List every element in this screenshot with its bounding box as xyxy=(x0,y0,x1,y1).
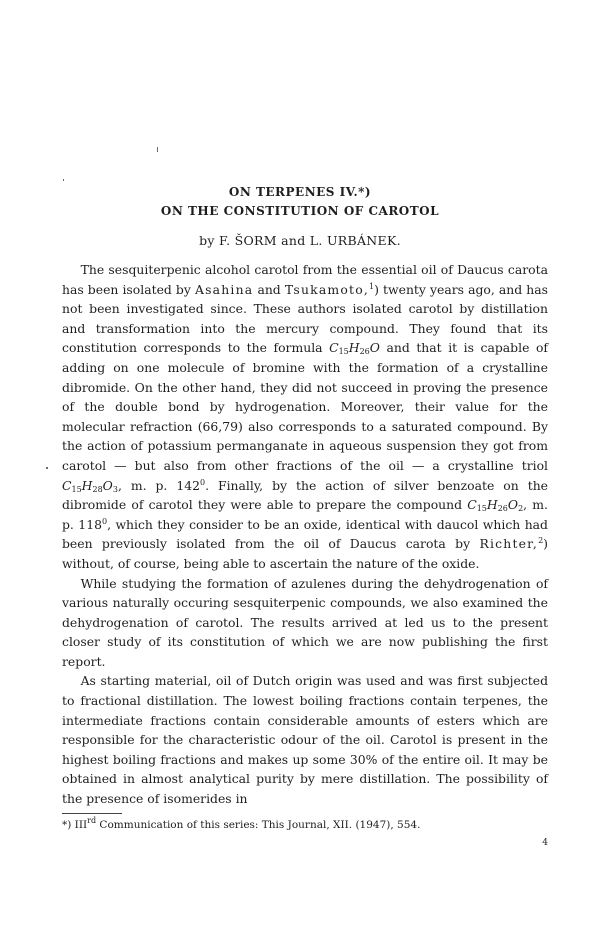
author-byline: by F. ŠORM and L. URBÁNEK. xyxy=(199,233,401,248)
ink-speck xyxy=(46,467,48,469)
paragraph-1: The sesquiterpenic alcohol carotol from the essential oil of Daucus carota has been isolated by Asahina and Tsukamoto,$^1$) twenty years ago, and has not been investigated since. These authors isolated carotol by distillation and transformation into the mercury compound. They found that its constitution corresponds to the formula $C_{15}H_{26}O$ and that it is capable of adding on one molecule of bromine with the formation of a crystalline dibromide. On the other hand, they did not succeed in proving the presence of the double bond by hydrogenation. Moreover, their value for the molecular refraction (66,79) also corresponds to a saturated compound. By the action of potassium permanganate in aqueous suspension they got from carotol — but also from other fractions of the oil — a crystalline triol $C_{15}H_{28}O_3$, m. p. $142^0$. Finally, by the action of silver benzoate on the dibromide of carotol they were able to prepare the compound $C_{15}H_{26}O_2$, m. p. $118^0$, which they consider to be an oxide, identical with daucol which had been previously isolated from the oil of Daucus carota by Richter,$^2$) without, of course, being able to ascertain the nature of the oxide. xyxy=(62,262,549,571)
footnote: *) IIIrd Communication of this series: This Journal, XII. (1947), 554. xyxy=(62,816,421,831)
paragraph-2: While studying the formation of azulenes during the dehydrogenation of various naturally occuring sesquiterpenic compounds, we also examined the dehydrogenation of carotol. The results arrived at led us to the present closer study of its constitution of which we are now publishing the first report. xyxy=(62,575,548,669)
chemical-formula: $C_{15}H_{26}O$ xyxy=(329,340,380,357)
author-name-tsukamoto: Tsukamoto, xyxy=(284,281,370,297)
paragraph-3: As starting material, oil of Dutch origin was used and was first subjected to fractional distillation. The lowest boiling fractions contain terpenes, the intermediate fractions contain considerable amounts of esters which are responsible for the characteristic odour of the oil. Carotol is present in the highest boiling fractions and makes up some 30% of the entire oil. It may be obtained in almost analytical purity by mere distillation. The possibility of the presence of isomerides in xyxy=(62,673,548,807)
degree-marker: 0 xyxy=(199,477,206,487)
footnote-divider xyxy=(62,813,122,814)
author-name-richter: Richter, xyxy=(479,536,539,552)
degree-marker: 0 xyxy=(101,516,108,526)
author-name-asahina: Asahina xyxy=(194,281,254,297)
chemical-formula: $C_{15}H_{28}O_3$ xyxy=(62,477,118,494)
page-number: 4 xyxy=(542,838,548,848)
ink-speck xyxy=(63,179,64,181)
reference-marker: 1 xyxy=(369,281,375,291)
reference-marker: 2 xyxy=(538,536,544,546)
article-title-line-2: ON THE CONSTITUTION OF CAROTOL xyxy=(160,204,440,218)
article-title-line-1: ON TERPENES IV.*) xyxy=(228,185,372,199)
ink-speck xyxy=(157,147,158,152)
chemical-formula: $C_{15}H_{26}O_2$ xyxy=(467,497,524,514)
article-body xyxy=(62,260,548,809)
